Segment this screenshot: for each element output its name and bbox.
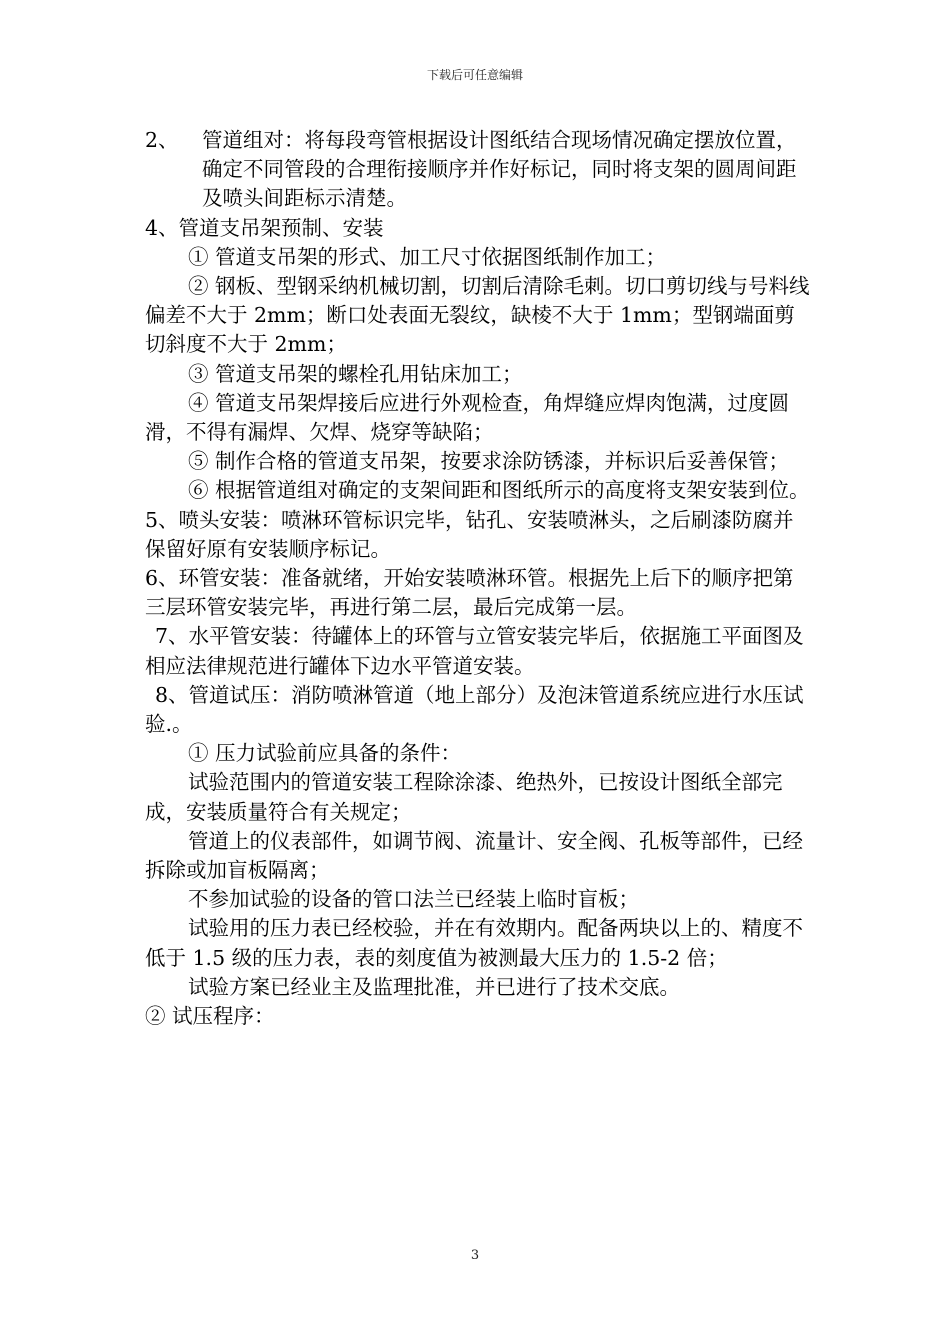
paragraph-number: 2、 (145, 128, 179, 152)
section-heading-support-hanger: 4、管道支吊架预制、安装 (145, 215, 384, 240)
section-sprinkler-install: 5、喷头安装：喷淋环管标识完毕，钻孔、安装喷淋头，之后刷漆防腐并保留好原有安装顺序标记。 (145, 507, 794, 561)
paragraph-text: 试验用的压力表已经校验，并在有效期内。配备两块以上的、精度不低于 1.5 级的压力表，表的刻度值为被测最大压力的 1.5-2 倍； (145, 916, 803, 970)
list-item: ① 管道支吊架的形式、加工尺寸依据图纸制作加工； (188, 244, 667, 269)
paragraph-text: 不参加试验的设备的管口法兰已经装上临时盲板； (188, 887, 639, 912)
paragraph-text: 试验方案已经业主及监理批准，并已进行了技术交底。 (188, 974, 680, 999)
section-ring-pipe-install: 6、环管安装：准备就绪，开始安装喷淋环管。根据先上后下的顺序把第三层环管安装完毕，再进行第二层，最后完成第一层。 (145, 566, 794, 620)
page-number: 3 (470, 1248, 480, 1263)
list-item: ⑤ 制作合格的管道支吊架，按要求涂防锈漆，并标识后妥善保管； (188, 449, 790, 474)
list-item: ③ 管道支吊架的螺栓孔用钻床加工； (188, 361, 523, 386)
page-header: 下载后可任意编辑 (426, 68, 523, 82)
paragraph-pipe-assembly (145, 126, 810, 214)
list-item: ④ 管道支吊架焊接后应进行外观检查，角焊缝应焊肉饱满，过度圆滑，不得有漏焊、欠焊、烧穿等缺陷； (145, 390, 790, 445)
list-item: ② 钢板、型钢采纳机械切割，切割后清除毛刺。切口剪切线与号料线偏差不大于 2mm；断口处表面无裂纹，缺棱不大于 1mm；型钢端面剪切斜度不大于 2mm； (145, 274, 810, 357)
section-pressure-test: 8、管道试压：消防喷淋管道（地上部分）及泡沫管道系统应进行水压试验.。 (145, 682, 804, 737)
paragraph-text: 管道组对：将每段弯管根据设计图纸结合现场情况确定摆放位置，确定不同管段的合理衔接顺序并作好标记，同时将支架的圆周间距及喷头间距标示清楚。 (202, 128, 797, 211)
paragraph-text: 管道上的仪表部件，如调节阀、流量计、安全阀、孔板等部件，已经拆除或加盲板隔离； (145, 828, 803, 883)
list-item: ⑥ 根据管道组对确定的支架间距和图纸所示的高度将支架安装到位。 (188, 478, 810, 503)
section-horizontal-pipe-install: 7、水平管安装：待罐体上的环管与立管安装完毕后，依据施工平面图及相应法律规范进行罐体下边水平管道安装。 (145, 624, 804, 678)
list-item: ① 压力试验前应具备的条件： (188, 741, 462, 766)
document-body (145, 126, 810, 1031)
list-item: ② 试压程序： (145, 1004, 275, 1029)
paragraph-text: 试验范围内的管道安装工程除涂漆、绝热外，已按设计图纸全部完成，安装质量符合有关规定； (145, 770, 783, 824)
